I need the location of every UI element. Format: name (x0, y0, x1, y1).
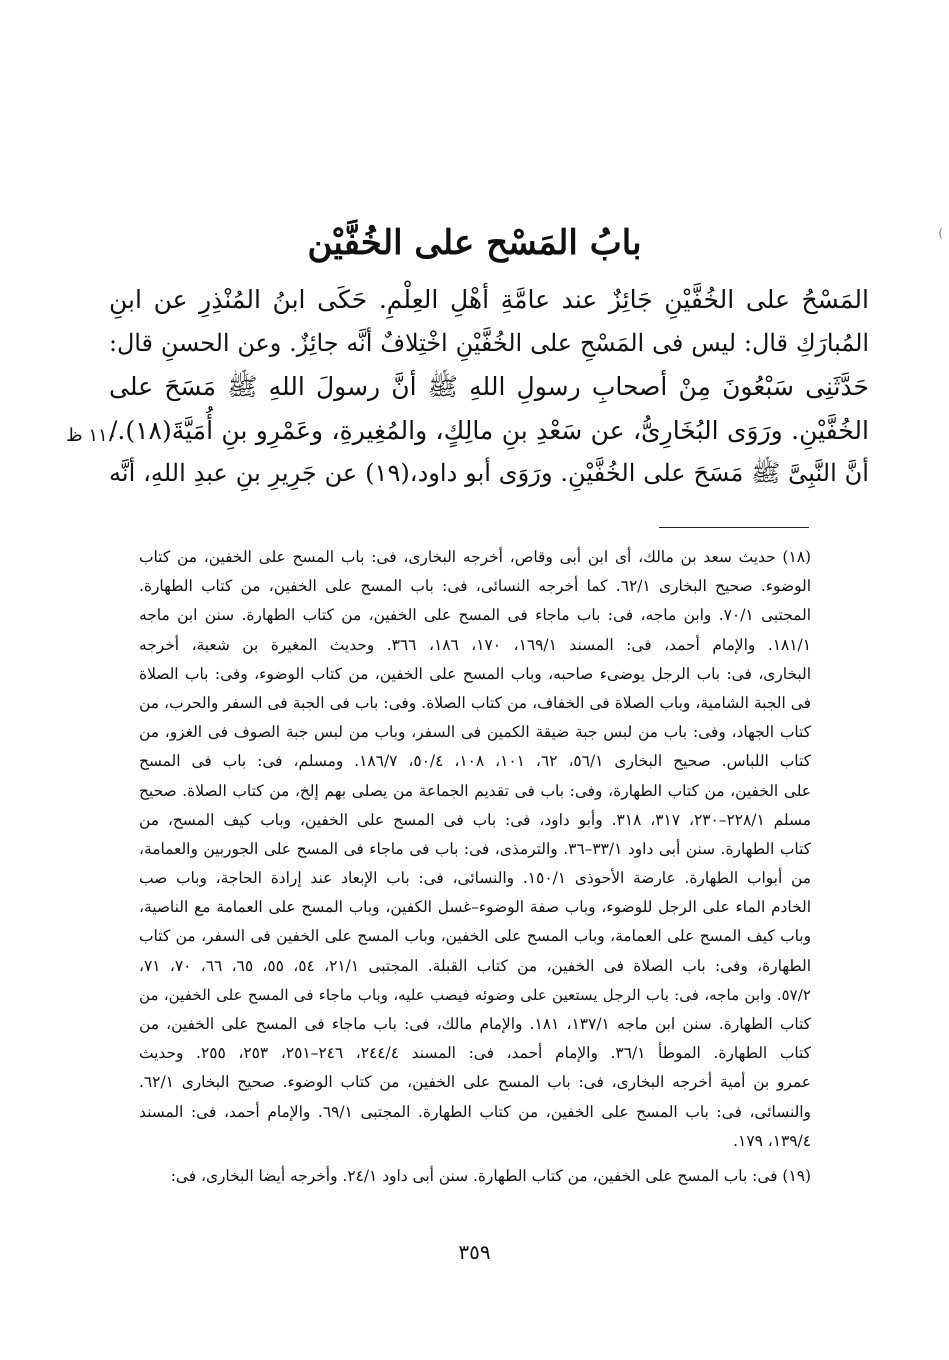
footnote-line: على الخفين، من كتاب الطهارة، وفى: باب فى تقديم الجماعة من يصلى بهم إلخ، من كتاب الصلاة. صحيح (139, 781, 811, 800)
footnote-line: ١٣٩/٤، ١٧٩. (733, 1131, 811, 1150)
page-number: ٣٥٩ (458, 1240, 491, 1264)
footnote-line: كتاب الطهارة. سنن أبى داود ٣٣/١–٣٦. والترمذى، فى: باب فى ماجاء فى المسح على الجوربين والعمامة، (139, 839, 811, 858)
footnotes (139, 543, 811, 1191)
main-text (109, 278, 869, 496)
footnote-line: كتاب الطهارة. سنن ابن ماجه ١٣٧/١، ١٨١. والإمام مالك، فى: باب ماجاء فى المسح على الخفين، من (139, 1015, 811, 1033)
footnote-line: الوضوء. صحيح البخارى ٦٢/١. كما أخرجه النسائى، فى: باب المسح على الخفين، من كتاب الطهارة. (139, 577, 811, 596)
footnote-line: الخادم الماء على الرجل للوضوء، وباب صفة الوضوء–غسل الكفين، وباب المسح على العمامة مع الناصية، (139, 898, 811, 917)
footnote-line: كتاب اللباس. صحيح البخارى ٥٦/١، ٦٢، ١٠١، ١٠٨، ٥٠/٤، ١٨٦/٧. ومسلم، فى: باب فى المسح (139, 752, 811, 771)
manuscript-folio-note: ١١٠ ظ (66, 425, 118, 446)
body-line: الخُفَّيْنِ. ورَوَى البُخَارِىُّ، عن سَعْدِ بنِ مالِكٍ، والمُغِيرةِ، وعَمْرِو بنِ أُمَيَّةَ(١٨)./ (109, 415, 869, 445)
footnote-line: ٥٧/٢. وابن ماجه، فى: باب الرجل يستعين على وضوئه فيصب عليه، وباب ماجاء فى المسح على الخفين، من (139, 985, 811, 1004)
footnote-line: ١٨١/١. والإمام أحمد، فى: المسند ١٦٩/١، ١٧٠، ١٨٦، ٣٦٦. وحديث المغيرة بن شعبة، أخرجه (139, 635, 811, 654)
footnote-line: وباب كيف المسح على العمامة، وباب المسح على الخفين، وباب المسح على الخفين فى السفر، من كتاب (139, 927, 811, 946)
footnote-line: (١٩) فى: باب المسح على الخفين، من كتاب الطهارة. سنن أبى داود ٢٤/١. وأخرجه أيضا البخارى، فى: (170, 1166, 811, 1185)
footnote-line: الطهارة، وفى: باب الصلاة فى الخفين، من كتاب القبلة. المجتبى ٢١/١، ٥٤، ٥٥، ٦٥، ٦٦، ٧٠، ٧١، (139, 956, 811, 975)
body-line: حَدَّثَنِى سَبْعُونَ مِنْ أصحابِ رسولِ اللهِ ﷺ أنَّ رسولَ اللهِ ﷺ مَسَحَ على (109, 372, 869, 401)
footnote-line: من أبواب الطهارة. عارضة الأحوذى ١٥٠/١. والنسائى، فى: باب الإبعاد عند إرادة الحاجة، وباب صب (139, 869, 811, 888)
footnote-line: فى الجبة الشامية، وباب الصلاة فى الخفاف، من كتاب الصلاة. وفى: باب فى الجبة فى السفر والحرب، من (139, 693, 811, 712)
body-line: المَسْحُ على الخُفَّيْنِ جَائِزٌ عند عامَّةِ أهْلِ العِلْمِ. حَكَى ابنُ المُنْذِرِ عن ابنِ (109, 285, 869, 314)
footnote-line: والنسائى، فى: باب المسح على الخفين، من كتاب الطهارة. المجتبى ٦٩/١. والإمام أحمد، فى: المسند (139, 1102, 811, 1121)
footnote-line: البخارى، فى: باب الرجل يوضىء صاحبه، وباب المسح على الخفين، من كتاب الوضوء، وفى: باب الصلاة (139, 664, 811, 683)
footnote-line: مسلم ٢٢٨/١–٢٣٠، ٣١٧، ٣١٨. وأبو داود، فى: باب فى المسح على الخفين، وباب كيف المسح، من (139, 810, 811, 829)
footnote-line: كتاب الجهاد، وفى: باب من لبس جبة ضيقة الكمين فى السفر، وباب من لبس جبة الصوف فى الغزو، من (139, 723, 811, 742)
footnote-line: المجتبى ٧٠/١. وابن ماجه، فى: باب ماجاء فى المسح على الخفين، من كتاب الطهارة. سنن ابن ماجه (139, 606, 811, 625)
footnote-line: (١٨) حديث سعد بن مالك، أى ابن أبى وقاص، أخرجه البخارى، فى: باب المسح على الخفين، من كتاب (139, 548, 811, 566)
footnote-line: كتاب الطهارة. الموطأ ٣٦/١. والإمام أحمد، فى: المسند ٢٤٤/٤، ٢٤٦–٢٥١، ٢٥٣، ٢٥٥. وحديث (139, 1044, 811, 1063)
edge-mark: ) (938, 226, 943, 240)
chapter-title: بابُ المَسْح على الخُفَّيْن (307, 223, 642, 263)
body-line: أنَّ النَّبِىَّ ﷺ مَسَحَ على الخُفَّيْنِ. ورَوَى أبو داود،(١٩) عن جَرِيرِ بنِ عبدِ اللهِ، أنَّه (109, 459, 869, 487)
footnote-line: عمرو بن أمية أخرجه البخارى، فى: باب المسح على الخفين، من كتاب الوضوء. صحيح البخارى ٦٢/١. (139, 1073, 811, 1092)
body-line: المُبارَكِ قال: ليس فى المَسْحِ على الخُفَّيْنِ اخْتِلافٌ أنَّه جائِزٌ. وعن الحسنِ قال: (109, 328, 869, 357)
footnote-divider (659, 527, 809, 528)
